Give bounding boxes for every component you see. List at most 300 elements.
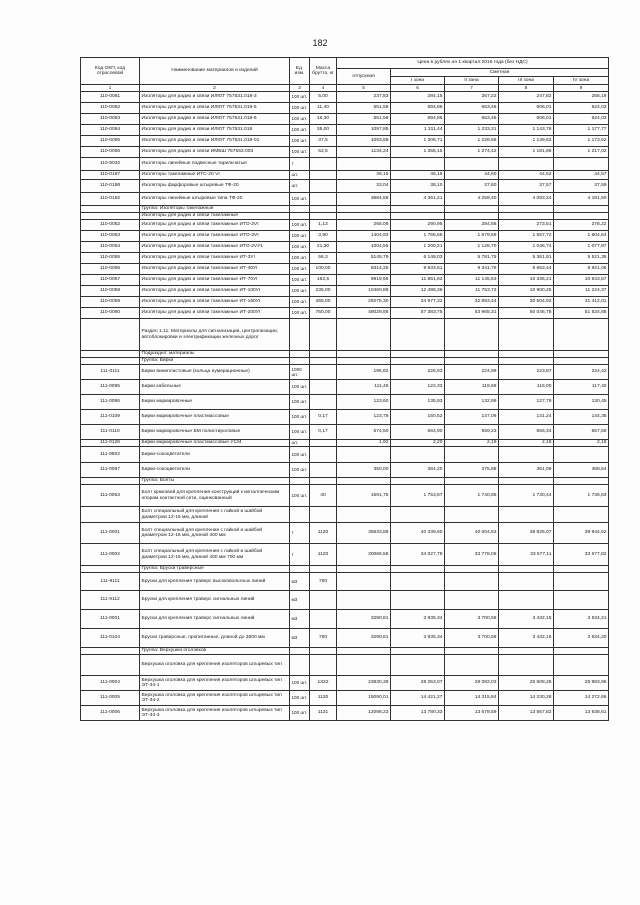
material-name: Изоляторы для радио и связи ИЛЮТ 757531.018-3 — [140, 92, 290, 103]
zone-3-price: 44,52 — [499, 171, 554, 180]
unit: 100 шт. — [290, 220, 310, 231]
header-estimate-price: Сметная — [391, 69, 609, 77]
table-row — [81, 410, 609, 425]
zone-2-price: 5 781,75 — [445, 253, 499, 264]
zone-1-price — [391, 319, 445, 351]
release-price — [337, 648, 391, 655]
zone-2-price: 1 128,70 — [445, 242, 499, 253]
gross-mass: 1120 — [310, 544, 337, 566]
release-price: 1,92 — [337, 440, 391, 447]
zone-2-price — [445, 478, 499, 485]
material-name: Бруски для крепления траверс сигнальных линий — [140, 610, 290, 629]
material-name: Бирки винипластовые (кольца нумерационные) — [140, 365, 290, 380]
zone-2-price: 44,60 — [445, 171, 499, 180]
material-name: Бирки маркировочные пластмассовые — [140, 410, 290, 425]
column-number: 2 — [140, 85, 290, 92]
okp-code: 110-0055 — [81, 253, 140, 264]
column-number: 5 — [337, 85, 391, 92]
zone-3-price: 361,09 — [499, 463, 554, 478]
material-name: Болт специальный для крепления с гайкой и шайбой диаметром 12-16 мм, длиной 400 мм — [140, 523, 290, 544]
zone-2-price: 28 082,03 — [445, 676, 499, 691]
zone-1-price — [391, 566, 445, 573]
gross-mass — [310, 206, 337, 213]
header-zone-2: II зона — [445, 77, 499, 85]
header-zone-4: IV зона — [554, 77, 609, 85]
gross-mass: 1120 — [310, 523, 337, 544]
okp-code — [81, 648, 140, 655]
zone-4-price: 255,19 — [554, 92, 609, 103]
zone-1-price: 1 355,15 — [391, 147, 445, 158]
zone-1-price: 135,93 — [391, 395, 445, 410]
zone-1-price — [391, 447, 445, 463]
zone-4-price: 624,03 — [554, 114, 609, 125]
header-mass: Масса брутто, кг — [310, 58, 337, 85]
zone-1-price: 34 027,78 — [391, 544, 445, 566]
header-price: Цена в рублях на 1 квартал 2016 года (без НДС) — [337, 58, 609, 69]
zone-2-price — [445, 507, 499, 523]
material-name: Бруски для крепления траверс высоковольтных линий — [140, 573, 290, 591]
zone-1-price — [391, 213, 445, 220]
gross-mass: 1,13 — [310, 220, 337, 231]
table-row — [81, 286, 609, 297]
gross-mass: 11,40 — [310, 103, 337, 114]
material-name: Бирки кабельные — [140, 380, 290, 395]
unit: 100 шт. — [290, 125, 310, 136]
zone-2-price: 3 700,58 — [445, 629, 499, 648]
material-name: Изоляторы для радио и связи такелажные ИТО-2VУ1 — [140, 242, 290, 253]
zone-4-price: 14 272,66 — [554, 691, 609, 706]
material-name: Группа: Болты — [140, 478, 290, 485]
material-name: Бруски траверсные, пропитанные, длиной до 3600 мм — [140, 629, 290, 648]
zone-1-price: 11 851,63 — [391, 275, 445, 286]
unit: м3 — [290, 610, 310, 629]
release-price: 23830,39 — [337, 676, 391, 691]
okp-code: 110-0060 — [81, 308, 140, 319]
okp-code: 111-0086 — [81, 395, 140, 410]
gross-mass: 52,5 — [310, 147, 337, 158]
okp-code — [81, 655, 140, 676]
zone-1-price: 1 200,21 — [391, 242, 445, 253]
okp-code: 110-0059 — [81, 297, 140, 308]
gross-mass: 1120 — [310, 691, 337, 706]
zone-1-price: 12 498,36 — [391, 286, 445, 297]
release-price — [337, 447, 391, 463]
zone-3-price: 8 663,44 — [499, 264, 554, 275]
unit: шт. — [290, 180, 310, 193]
material-name: Группа: Верхушки оголовков — [140, 648, 290, 655]
table-row — [81, 485, 609, 507]
gross-mass — [310, 440, 337, 447]
material-name: Бирки-сокоцветатели — [140, 463, 290, 478]
release-price: 1591,75 — [337, 485, 391, 507]
table-row — [81, 591, 609, 610]
unit: 100 шт. — [290, 103, 310, 114]
section-row — [81, 358, 609, 365]
gross-mass: 750,00 — [310, 308, 337, 319]
zone-4-price: 4 181,50 — [554, 193, 609, 206]
zone-4-price: 3 534,21 — [554, 610, 609, 629]
zone-4-price — [554, 507, 609, 523]
zone-1-price: 1 765,55 — [391, 231, 445, 242]
zone-1-price — [391, 358, 445, 365]
zone-4-price — [554, 478, 609, 485]
material-name: Изоляторы для радио и связи ИМБШ 757553.003 — [140, 147, 290, 158]
material-name: Изоляторы такелажные ИТС-20 VI — [140, 171, 290, 180]
okp-code — [81, 566, 140, 573]
zone-4-price: 1 177,77 — [554, 125, 609, 136]
zone-4-price: 368,64 — [554, 463, 609, 478]
header-name: Наименование материалов и изделий — [140, 58, 290, 85]
table-row — [81, 447, 609, 463]
release-price: 1093,69 — [337, 136, 391, 147]
release-price: 551,58 — [337, 103, 391, 114]
release-price: 1004,55 — [337, 242, 391, 253]
column-number: 8 — [499, 85, 554, 92]
okp-code: 111-0005 — [81, 691, 140, 706]
zone-2-price: 119,69 — [445, 380, 499, 395]
material-name: Группа: Изоляторы такелажные — [140, 206, 290, 213]
zone-2-price: 1 679,59 — [445, 231, 499, 242]
release-price: 3290,81 — [337, 629, 391, 648]
release-price: 15090,01 — [337, 691, 391, 706]
table-row — [81, 147, 609, 158]
zone-4-price: 1 604,64 — [554, 231, 609, 242]
material-name: Изоляторы для радио и связи такелажные ИТ-160УI — [140, 297, 290, 308]
release-price: 48029,86 — [337, 308, 391, 319]
zone-1-price: 57 383,75 — [391, 308, 445, 319]
table-row — [81, 573, 609, 591]
material-name: Изоляторы для радио и связи такелажные ИТ-40УI — [140, 264, 290, 275]
release-price — [337, 566, 391, 573]
release-price: 3684,58 — [337, 193, 391, 206]
zone-2-price: 1 228,86 — [445, 136, 499, 147]
zone-4-price — [554, 648, 609, 655]
zone-3-price: 115,00 — [499, 380, 554, 395]
release-price: 237,83 — [337, 92, 391, 103]
table-row — [81, 125, 609, 136]
zone-3-price: 3 432,15 — [499, 629, 554, 648]
material-name: Изоляторы для радио и связи ИЛЮТ 757531.018-01 — [140, 136, 290, 147]
release-price: 29275,30 — [337, 297, 391, 308]
zone-3-price: 1 557,72 — [499, 231, 554, 242]
zone-3-price: 3 432,15 — [499, 610, 554, 629]
zone-2-price: 14 315,84 — [445, 691, 499, 706]
section-row — [81, 206, 609, 213]
gross-mass — [310, 507, 337, 523]
release-price: 265,09 — [337, 220, 391, 231]
zone-4-price: 3 534,20 — [554, 629, 609, 648]
gross-mass — [310, 380, 337, 395]
gross-mass: 455,00 — [310, 297, 337, 308]
zone-3-price: 656,34 — [499, 425, 554, 440]
zone-3-price: 25 608,25 — [499, 676, 554, 691]
release-price: 8314,25 — [337, 264, 391, 275]
gross-mass — [310, 566, 337, 573]
table-row — [81, 180, 609, 193]
zone-3-price — [499, 573, 554, 591]
zone-4-price: 39 944,52 — [554, 523, 609, 544]
zone-4-price: 51 534,85 — [554, 308, 609, 319]
unit: 100 шт. — [290, 380, 310, 395]
table-row — [81, 297, 609, 308]
section-row — [81, 648, 609, 655]
release-price: 30066,58 — [337, 544, 391, 566]
material-name: Изоляторы фарфоровые штыревые ТФ-20 — [140, 180, 290, 193]
unit — [290, 648, 310, 655]
zone-1-price: 384,20 — [391, 463, 445, 478]
zone-1-price: 4 361,21 — [391, 193, 445, 206]
zone-4-price: 33 677,82 — [554, 544, 609, 566]
unit: 100 шт. — [290, 425, 310, 440]
gross-mass: 1131 — [310, 706, 337, 721]
zone-4-price: 44,57 — [554, 171, 609, 180]
zone-1-price: 122,33 — [391, 380, 445, 395]
zone-3-price — [499, 319, 554, 351]
unit: 100 шт. — [290, 231, 310, 242]
zone-2-price: 224,99 — [445, 365, 499, 380]
release-price: 1097,85 — [337, 125, 391, 136]
material-name: Болт специальный для крепления с гайкой и шайбой диаметром 12-16 мм, длиной — [140, 507, 290, 523]
unit: т — [290, 544, 310, 566]
zone-1-price — [391, 351, 445, 358]
column-number-row — [81, 85, 609, 92]
okp-code: 111-0001 — [81, 523, 140, 544]
gross-mass — [310, 351, 337, 358]
zone-2-price: 375,88 — [445, 463, 499, 478]
gross-mass — [310, 180, 337, 193]
zone-4-price — [554, 206, 609, 213]
zone-4-price: 11 224,37 — [554, 286, 609, 297]
zone-3-price — [499, 358, 554, 365]
zone-1-price — [391, 573, 445, 591]
okp-code: 110-0062 — [81, 103, 140, 114]
zone-3-price: 39 825,07 — [499, 523, 554, 544]
unit: шт. — [290, 171, 310, 180]
zone-4-price: 1 173,52 — [554, 136, 609, 147]
zone-2-price: 1 274,42 — [445, 147, 499, 158]
okp-code: 111-0109 — [81, 410, 140, 425]
okp-code: 110-0052 — [81, 220, 140, 231]
okp-code — [81, 319, 140, 351]
unit — [290, 566, 310, 573]
material-name: Бирки-сокоцветатели — [140, 447, 290, 463]
zone-4-price: 657,59 — [554, 425, 609, 440]
zone-1-price — [391, 158, 445, 171]
okp-code: 111-0110 — [81, 425, 140, 440]
unit: 100 шт. — [290, 147, 310, 158]
zone-1-price — [391, 591, 445, 610]
table-row — [81, 158, 609, 171]
material-name: Изоляторы для радио и связи такелажные ИТ-3УI — [140, 253, 290, 264]
okp-code: 110-0056 — [81, 264, 140, 275]
unit: 100 шт. — [290, 264, 310, 275]
okp-code: 110-0187 — [81, 171, 140, 180]
unit: 100 шт. — [290, 676, 310, 691]
zone-4-price: 37,59 — [554, 180, 609, 193]
zone-3-price — [499, 478, 554, 485]
zone-2-price: 11 145,53 — [445, 275, 499, 286]
table-row — [81, 242, 609, 253]
zone-1-price: 38,10 — [391, 180, 445, 193]
zone-2-price — [445, 319, 499, 351]
table-row — [81, 114, 609, 125]
section-row — [81, 478, 609, 485]
column-number: 6 — [391, 85, 445, 92]
zone-1-price: 2,20 — [391, 440, 445, 447]
okp-code — [81, 478, 140, 485]
gross-mass: 56,3 — [310, 253, 337, 264]
unit: 100 шт. — [290, 447, 310, 463]
zone-4-price: 144,35 — [554, 410, 609, 425]
material-name: Изоляторы для радио и связи ИЛЮТ 757531.018 — [140, 125, 290, 136]
column-number: 7 — [445, 85, 499, 92]
release-price: 9919,56 — [337, 275, 391, 286]
release-price — [337, 478, 391, 485]
zone-2-price: 267,22 — [445, 92, 499, 103]
okp-code: 111-0095 — [81, 380, 140, 395]
okp-code: 110-0066 — [81, 147, 140, 158]
zone-3-price — [499, 648, 554, 655]
zone-1-price: 150,52 — [391, 410, 445, 425]
gross-mass: 100,00 — [310, 264, 337, 275]
release-price: 551,58 — [337, 114, 391, 125]
okp-code: 110-0192 — [81, 193, 140, 206]
zone-1-price: 45,15 — [391, 171, 445, 180]
zone-3-price: 247,82 — [499, 92, 554, 103]
zone-3-price: 33 577,11 — [499, 544, 554, 566]
header-zone-1: I зона — [391, 77, 445, 85]
zone-4-price — [554, 447, 609, 463]
unit: 100 шт. — [290, 706, 310, 721]
okp-code: 110-0063 — [81, 114, 140, 125]
table-row — [81, 365, 609, 380]
unit: 1000 шт. — [290, 365, 310, 380]
header-release-price: отпускная — [337, 69, 391, 85]
zone-1-price: 1 311,44 — [391, 125, 445, 136]
gross-mass — [310, 463, 337, 478]
unit — [290, 507, 310, 523]
release-price — [337, 358, 391, 365]
release-price: 12098,23 — [337, 706, 391, 721]
table-row — [81, 92, 609, 103]
okp-code — [81, 351, 140, 358]
gross-mass — [310, 447, 337, 463]
material-name: Изоляторы для радио и связи такелажные ИТ-200УI — [140, 308, 290, 319]
zone-2-price — [445, 206, 499, 213]
gross-mass — [310, 358, 337, 365]
unit: 100 шт. — [290, 286, 310, 297]
zone-2-price — [445, 648, 499, 655]
release-price: 5145,79 — [337, 253, 391, 264]
unit — [290, 358, 310, 365]
material-name: Верхушка оголовка для крепления изоляторов штыревых тип — [140, 655, 290, 676]
section-row — [81, 351, 609, 358]
table-row — [81, 463, 609, 478]
table-row — [81, 308, 609, 319]
okp-code: 111-0006 — [81, 706, 140, 721]
table-row — [81, 264, 609, 275]
unit: 100 шт. — [290, 691, 310, 706]
table-row — [81, 629, 609, 648]
zone-2-price: 32 893,44 — [445, 297, 499, 308]
zone-3-price — [499, 447, 554, 463]
release-price — [337, 573, 391, 591]
table-row — [81, 425, 609, 440]
release-price — [337, 507, 391, 523]
zone-3-price: 50 046,78 — [499, 308, 554, 319]
release-price — [337, 591, 391, 610]
release-price — [337, 213, 391, 220]
table-row — [81, 220, 609, 231]
table-row — [81, 440, 609, 447]
release-price: 350,00 — [337, 463, 391, 478]
table-row — [81, 275, 609, 286]
unit: м3 — [290, 573, 310, 591]
zone-1-price: 284,15 — [391, 92, 445, 103]
zone-4-price: 25 983,95 — [554, 676, 609, 691]
zone-4-price — [554, 573, 609, 591]
table-row — [81, 171, 609, 180]
zone-4-price: 624,03 — [554, 103, 609, 114]
unit — [290, 655, 310, 676]
table-row — [81, 103, 609, 114]
column-number: 3 — [290, 85, 310, 92]
okp-code: 111-0002 — [81, 544, 140, 566]
zone-3-price — [499, 507, 554, 523]
zone-4-price: 5 521,35 — [554, 253, 609, 264]
table-row — [81, 507, 609, 523]
unit: 100 шт. — [290, 410, 310, 425]
gross-mass — [310, 395, 337, 410]
okp-code: 111-0087 — [81, 463, 140, 478]
release-price: 1134,24 — [337, 147, 391, 158]
gross-mass: 3,90 — [310, 231, 337, 242]
table-row — [81, 610, 609, 629]
material-name: Раздел 1.11. Материалы для сигнализации, централизации, автоблокировки и электрификации железных дорог — [140, 319, 290, 351]
material-name: Изоляторы для радио и связи ИЛЮТ 757531.018-5 — [140, 103, 290, 114]
okp-code: 110-0061 — [81, 92, 140, 103]
zone-3-price: 14 230,28 — [499, 691, 554, 706]
zone-4-price: 31 412,01 — [554, 297, 609, 308]
zone-3-price: 13 567,82 — [499, 706, 554, 721]
zone-3-price — [499, 351, 554, 358]
zone-3-price: 10 336,21 — [499, 275, 554, 286]
unit: 100 шт. — [290, 193, 310, 206]
zone-3-price: 10 900,25 — [499, 286, 554, 297]
zone-3-price: 1 046,74 — [499, 242, 554, 253]
zone-4-price: 1 217,02 — [554, 147, 609, 158]
zone-1-price: 1 306,71 — [391, 136, 445, 147]
zone-3-price: 2,18 — [499, 440, 554, 447]
gross-mass — [310, 478, 337, 485]
zone-3-price: 273,51 — [499, 220, 554, 231]
zone-4-price — [554, 591, 609, 610]
zone-2-price — [445, 447, 499, 463]
gross-mass: 5,00 — [310, 92, 337, 103]
release-price — [337, 206, 391, 213]
table-row — [81, 136, 609, 147]
zone-3-price: 1 139,63 — [499, 136, 554, 147]
unit: т — [290, 158, 310, 171]
okp-code: 111-0104 — [81, 629, 140, 648]
zone-2-price — [445, 566, 499, 573]
okp-code: 110-0058 — [81, 286, 140, 297]
header-code: Код ОКП, код отраслевой — [81, 58, 140, 85]
unit: 100 шт. — [290, 92, 310, 103]
unit: 100 шт. — [290, 395, 310, 410]
zone-4-price: 1 735,63 — [554, 485, 609, 507]
page-number: 182 — [312, 38, 328, 48]
